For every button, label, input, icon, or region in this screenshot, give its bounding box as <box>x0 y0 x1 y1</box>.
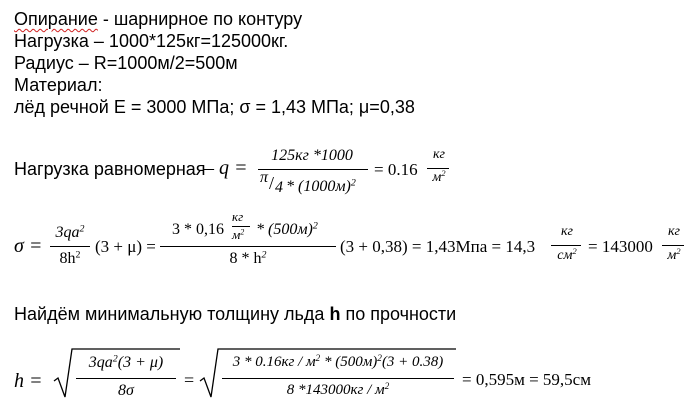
radical-2-numerator: $3 * 0.16кг / м^2 * (500м)^2(3 + 0.38)$ <box>232 353 444 370</box>
stress-big-unit-den: $м^2$ <box>232 227 245 242</box>
thickness-lhs: h = <box>14 370 43 392</box>
material-line: лёд речной E = 3000 МПа; σ = 1,43 МПа; μ=0,38 <box>14 97 415 117</box>
stress-big-num-b: * $(500м)^2$ <box>256 220 318 238</box>
thickness-result: = 0,595м = 59,5см <box>462 370 591 389</box>
radical-2-fraction-bar <box>222 378 454 379</box>
uniform-load-value: = 0.16 <box>374 160 418 179</box>
stress-u3-num: кг <box>667 224 680 239</box>
support-rest: - шарнирное по контуру <box>97 9 303 29</box>
stress-u2-den: $см^2$ <box>557 246 577 263</box>
uniform-load-fraction-bar <box>258 169 368 170</box>
radical-1-denominator: 8σ <box>118 382 134 399</box>
stress-big-numerator <box>172 210 344 242</box>
uniform-load-den-rest: * $(1000м)^2$ <box>286 177 356 195</box>
stress-factor: (3 + μ) = <box>95 237 156 256</box>
stress-u3-den: $м^2$ <box>667 246 681 263</box>
uniform-load-four: 4 <box>275 179 283 196</box>
stress-eq3: = 143000 <box>588 237 653 256</box>
stress-big-denominator: $8 * h^2$ <box>229 249 267 267</box>
load-line: Нагрузка – 1000*125кг=125000кг. <box>14 31 289 51</box>
uniform-load-lhs: – q = <box>204 157 248 179</box>
uniform-load-numerator: 125кг *1000 <box>271 147 353 164</box>
stress-numerator: $3qa^2$ <box>55 223 85 241</box>
uniform-load-slash: / <box>269 173 275 193</box>
stress-fraction-bar <box>50 246 90 247</box>
uniform-load-unit-den: $м^2$ <box>432 168 446 185</box>
min-thickness-text: Найдём минимальную толщину льда h по прочности <box>14 304 457 324</box>
stress-big-fraction-bar <box>160 246 336 247</box>
stress-big-num-a: 3 * 0,16 <box>172 221 224 238</box>
radical-1-fraction-bar <box>76 378 176 379</box>
support-line <box>14 10 302 28</box>
stress-big-unit-num: кг <box>232 209 244 224</box>
thickness-eq: = <box>184 370 195 390</box>
material-label: Материал: <box>14 75 103 95</box>
stress-denominator: $8h^2$ <box>59 249 81 267</box>
radius-line: Радиус – R=1000м/2=500м <box>14 53 238 73</box>
stress-sigma: σ = <box>14 235 43 257</box>
stress-u2-num: кг <box>560 224 573 239</box>
uniform-load-pi: π <box>260 169 269 186</box>
stress-factor2: (3 + 0,38) = 1,43Мпа = 14,3 <box>340 237 536 256</box>
uniform-load-label: Нагрузка равномерная <box>14 159 206 179</box>
uniform-load-unit-num: кг <box>432 147 445 162</box>
min-thickness-h: h <box>329 304 341 324</box>
support-word: Опирание <box>14 9 98 29</box>
radical-2-denominator: 8 $*143000кг / м^2$ <box>286 381 390 398</box>
radical-1-numerator: $3qa^2(3 + \mu)$ <box>88 353 164 371</box>
